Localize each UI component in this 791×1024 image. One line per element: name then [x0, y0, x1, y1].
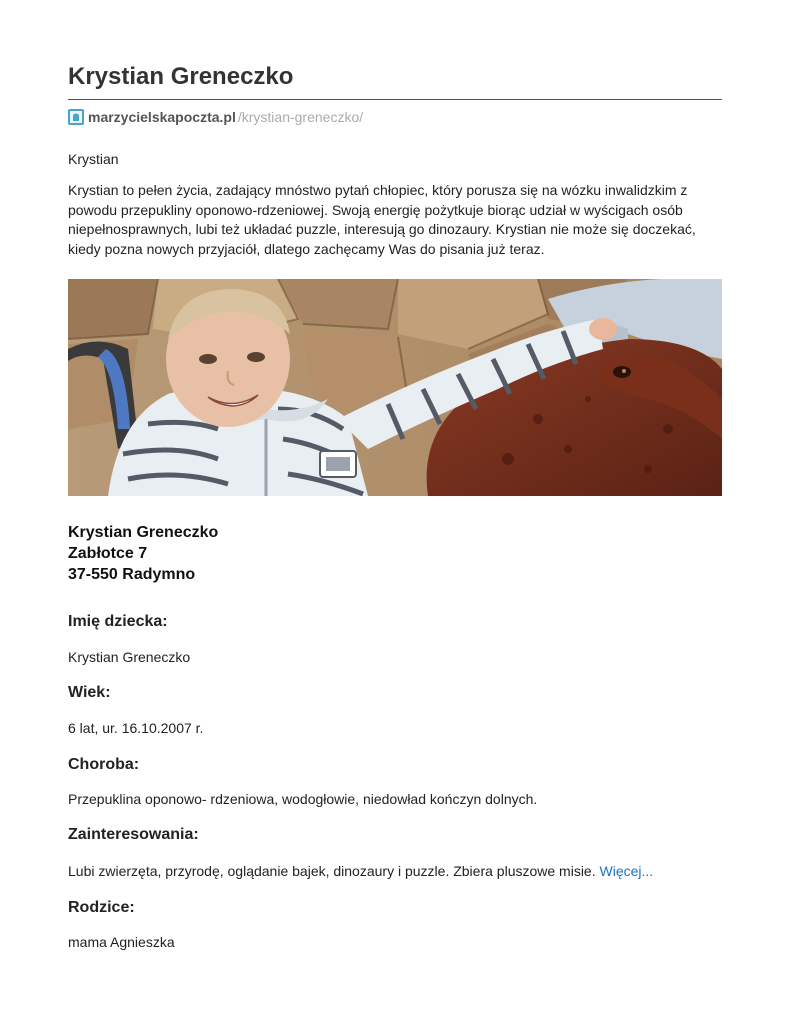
child-photo — [68, 279, 722, 496]
field-label-child-name: Imię dziecka: — [68, 613, 168, 630]
address-street: Zabłotce 7 — [68, 545, 148, 562]
field-value-interests-row — [68, 861, 653, 881]
page-title: Krystian Greneczko — [68, 63, 294, 90]
postal-address — [68, 522, 218, 585]
field-label-interests: Zainteresowania: — [68, 826, 199, 843]
more-link[interactable]: Więcej... — [599, 863, 654, 879]
field-value-parents: mama Agnieszka — [68, 934, 175, 950]
address-city: 37-550 Radymno — [68, 566, 196, 583]
site-favicon-icon — [68, 109, 84, 125]
field-label-illness: Choroba: — [68, 756, 140, 773]
intro-name: Krystian — [68, 151, 119, 167]
child-photo-illustration — [68, 279, 722, 496]
field-value-illness: Przepuklina oponowo- rdzeniowa, wodogłowie, niedowład kończyn dolnych. — [68, 791, 538, 807]
source-line — [68, 107, 363, 127]
source-site[interactable]: marzycielskapoczta.pl — [88, 109, 236, 125]
field-value-child-name: Krystian Greneczko — [68, 649, 191, 665]
title-divider — [68, 99, 722, 100]
field-label-parents: Rodzice: — [68, 899, 135, 916]
address-name: Krystian Greneczko — [68, 524, 219, 541]
field-value-interests: Lubi zwierzęta, przyrodę, oglądanie bajek, dinozaury i puzzle. Zbiera pluszowe misie. — [68, 863, 596, 879]
field-label-age: Wiek: — [68, 684, 111, 701]
source-path[interactable]: /krystian-greneczko/ — [237, 109, 364, 125]
intro-description: Krystian to pełen życia, zadający mnóstwo pytań chłopiec, który porusza się na wózku inwalidzkim z powodu przepukliny oponowo-rdzeniowej. Swoją energię pożytkuje biorąc udział w wyścigach osób niepełnosprawnych, lubi też układać puzzle, interesują go dinozaury. Krystian nie może się doczekać, kiedy pozna nowych przyjaciół, dlatego zachęcamy Was do pisania już teraz. — [68, 182, 696, 257]
field-value-age: 6 lat, ur. 16.10.2007 r. — [68, 720, 204, 736]
